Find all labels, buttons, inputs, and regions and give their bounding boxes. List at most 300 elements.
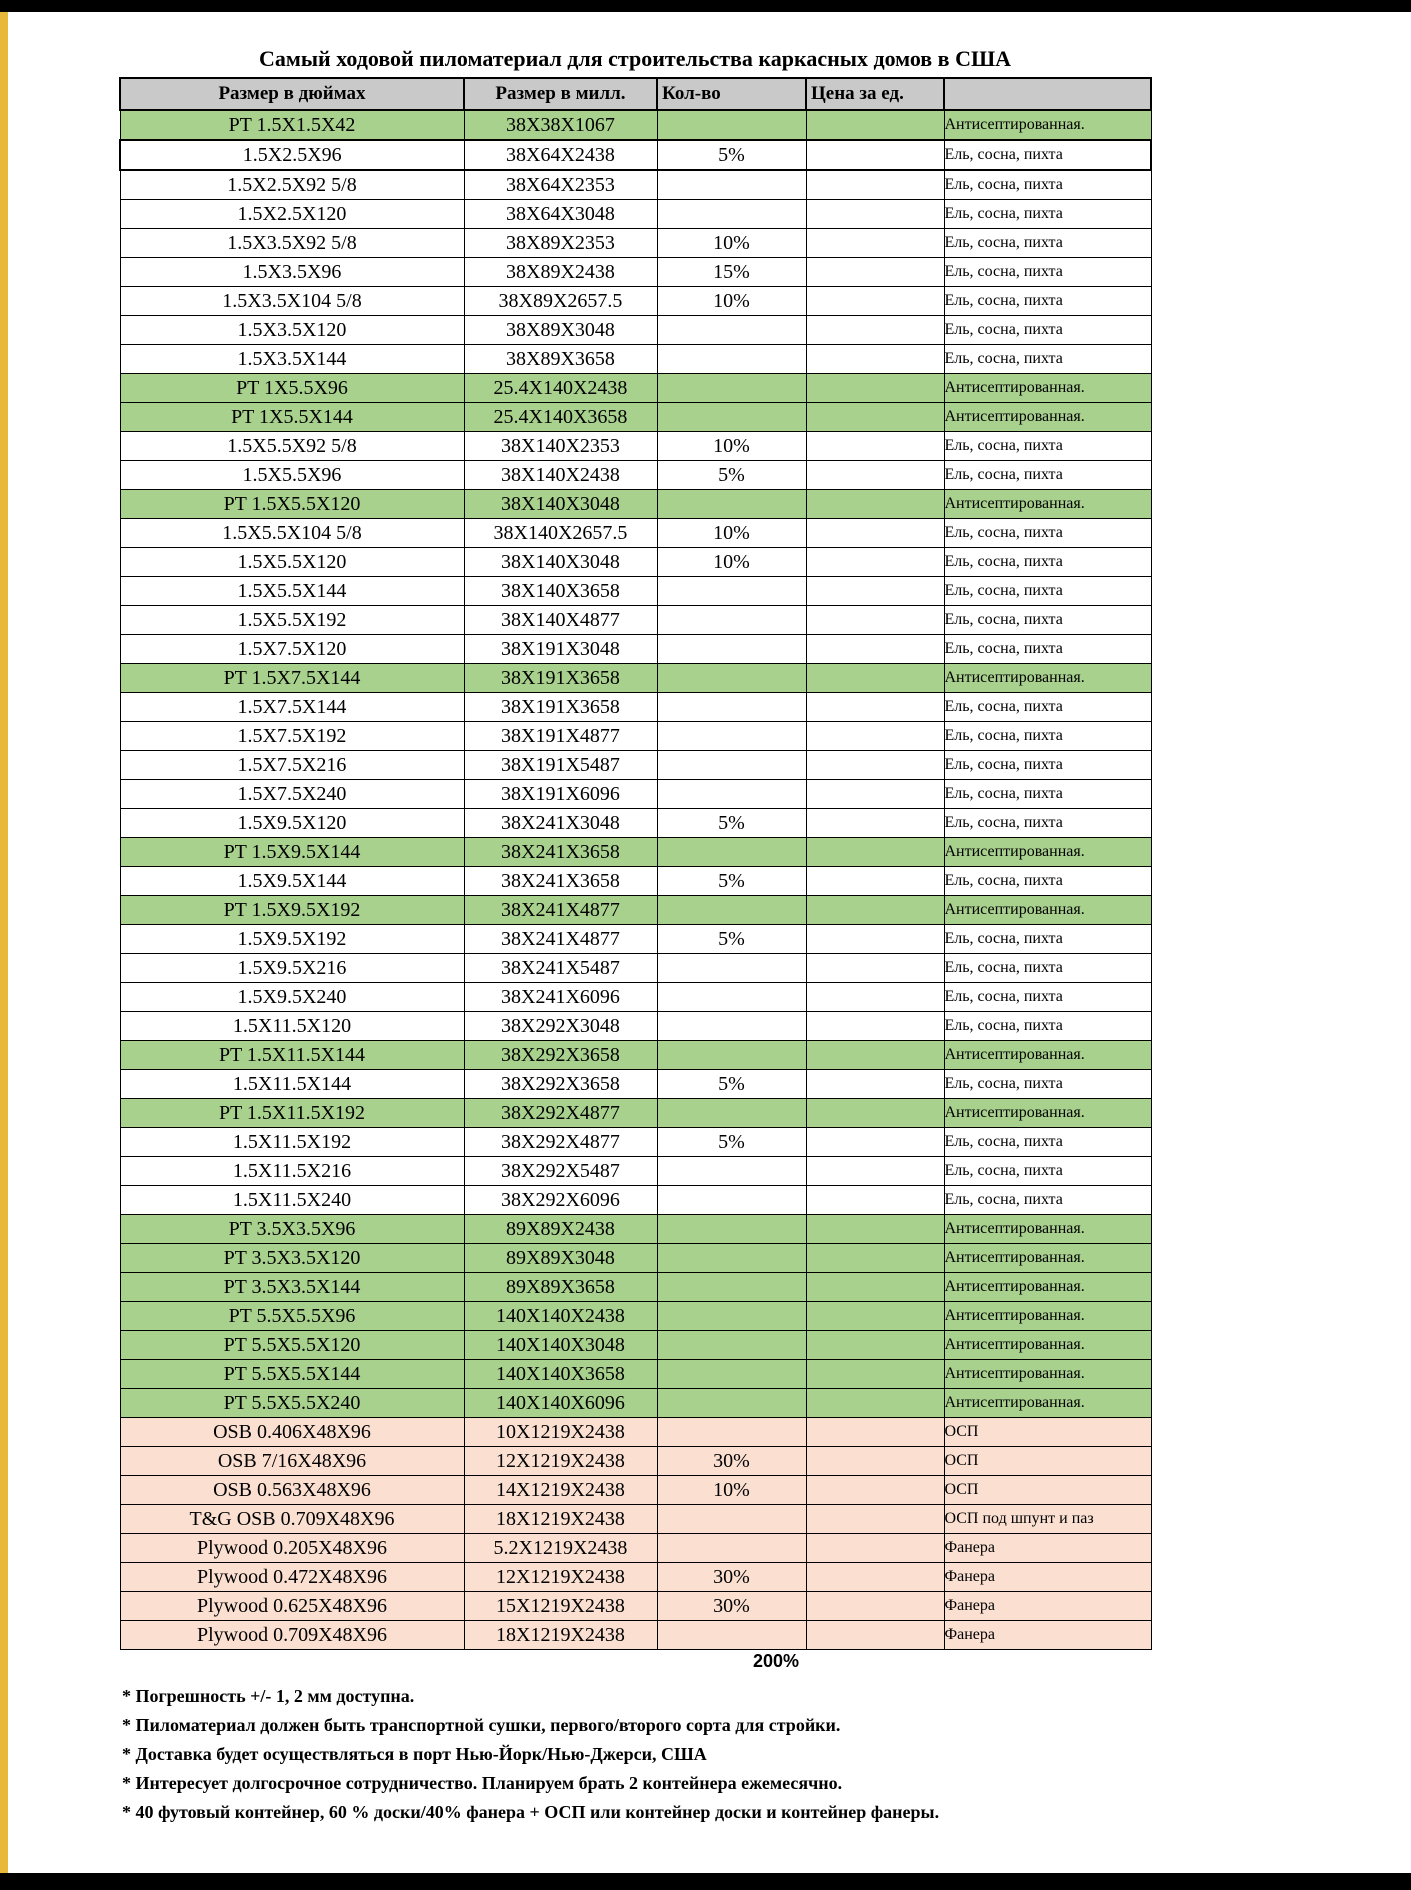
- cell-note: Ель, сосна, пихта: [944, 1157, 1151, 1186]
- cell-size-mm: 38X64X2438: [464, 140, 657, 170]
- cell-size-mm: 38X140X2657.5: [464, 519, 657, 548]
- cell-note: Ель, сосна, пихта: [944, 606, 1151, 635]
- cell-quantity: [657, 896, 806, 925]
- cell-note: Ель, сосна, пихта: [944, 867, 1151, 896]
- cell-quantity: 10%: [657, 548, 806, 577]
- cell-size-inches: Plywood 0.625X48X96: [120, 1592, 464, 1621]
- cell-unit-price: [806, 1505, 944, 1534]
- cell-size-mm: 38X191X3048: [464, 635, 657, 664]
- cell-size-mm: 38X140X3048: [464, 490, 657, 519]
- column-header-quantity: Кол-во: [657, 78, 806, 110]
- cell-unit-price: [806, 751, 944, 780]
- cell-note: Фанера: [944, 1592, 1151, 1621]
- table-row: [120, 1534, 1151, 1563]
- table-row: [120, 780, 1151, 809]
- table-row: [120, 140, 1151, 170]
- cell-quantity: 5%: [657, 140, 806, 170]
- table-row: [120, 954, 1151, 983]
- cell-size-inches: PT 1.5X11.5X144: [120, 1041, 464, 1070]
- cell-unit-price: [806, 1070, 944, 1099]
- cell-unit-price: [806, 374, 944, 403]
- table-row: [120, 1070, 1151, 1099]
- cell-note: Ель, сосна, пихта: [944, 1186, 1151, 1215]
- cell-size-inches: Plywood 0.709X48X96: [120, 1621, 464, 1650]
- cell-quantity: [657, 1012, 806, 1041]
- cell-note: Ель, сосна, пихта: [944, 432, 1151, 461]
- cell-size-mm: 38X292X6096: [464, 1186, 657, 1215]
- table-row: [120, 170, 1151, 200]
- cell-note: Ель, сосна, пихта: [944, 258, 1151, 287]
- page-title: Самый ходовой пиломатериал для строительства каркасных домов в США: [258, 46, 1012, 71]
- cell-size-mm: 38X140X3048: [464, 548, 657, 577]
- cell-note: Фанера: [944, 1563, 1151, 1592]
- cell-size-inches: PT 1.5X11.5X192: [120, 1099, 464, 1128]
- cell-unit-price: [806, 200, 944, 229]
- cell-unit-price: [806, 1186, 944, 1215]
- cell-quantity: [657, 1331, 806, 1360]
- notes-list: [122, 1682, 1222, 1827]
- cell-size-inches: 1.5X2.5X92 5/8: [120, 170, 464, 200]
- cell-note: ОСП: [944, 1418, 1151, 1447]
- table-row: [120, 1186, 1151, 1215]
- cell-unit-price: [806, 229, 944, 258]
- cell-unit-price: [806, 490, 944, 519]
- cell-size-mm: 140X140X2438: [464, 1302, 657, 1331]
- cell-note: Ель, сосна, пихта: [944, 548, 1151, 577]
- cell-unit-price: [806, 1157, 944, 1186]
- cell-note: Ель, сосна, пихта: [944, 287, 1151, 316]
- cell-size-mm: 38X191X5487: [464, 751, 657, 780]
- cell-unit-price: [806, 722, 944, 751]
- cell-size-inches: 1.5X3.5X104 5/8: [120, 287, 464, 316]
- table-row: [120, 403, 1151, 432]
- cell-quantity: [657, 316, 806, 345]
- cell-unit-price: [806, 170, 944, 200]
- cell-note: Ель, сосна, пихта: [944, 751, 1151, 780]
- left-edge-strip: [0, 12, 8, 1873]
- cell-size-mm: 38X191X6096: [464, 780, 657, 809]
- cell-note: Ель, сосна, пихта: [944, 1070, 1151, 1099]
- cell-quantity: [657, 577, 806, 606]
- cell-size-mm: 38X241X5487: [464, 954, 657, 983]
- cell-unit-price: [806, 577, 944, 606]
- cell-size-mm: 25.4X140X3658: [464, 403, 657, 432]
- table-row: [120, 1302, 1151, 1331]
- cell-unit-price: [806, 954, 944, 983]
- cell-unit-price: [806, 606, 944, 635]
- cell-size-mm: 89X89X2438: [464, 1215, 657, 1244]
- cell-quantity: 30%: [657, 1592, 806, 1621]
- cell-unit-price: [806, 1534, 944, 1563]
- cell-unit-price: [806, 432, 944, 461]
- cell-size-mm: 38X140X4877: [464, 606, 657, 635]
- cell-size-inches: 1.5X3.5X92 5/8: [120, 229, 464, 258]
- cell-note: Антисептированная.: [944, 1302, 1151, 1331]
- cell-size-inches: 1.5X11.5X240: [120, 1186, 464, 1215]
- cell-quantity: [657, 110, 806, 140]
- cell-size-inches: PT 5.5X5.5X144: [120, 1360, 464, 1389]
- table-row: [120, 1447, 1151, 1476]
- cell-note: Антисептированная.: [944, 490, 1151, 519]
- cell-size-inches: 1.5X9.5X120: [120, 809, 464, 838]
- cell-quantity: [657, 983, 806, 1012]
- cell-size-mm: 38X292X4877: [464, 1099, 657, 1128]
- cell-size-mm: 38X241X4877: [464, 925, 657, 954]
- cell-size-mm: 38X64X3048: [464, 200, 657, 229]
- cell-size-inches: OSB 0.563X48X96: [120, 1476, 464, 1505]
- cell-unit-price: [806, 110, 944, 140]
- cell-size-inches: Plywood 0.472X48X96: [120, 1563, 464, 1592]
- cell-quantity: 15%: [657, 258, 806, 287]
- cell-quantity: [657, 954, 806, 983]
- cell-size-inches: T&G OSB 0.709X48X96: [120, 1505, 464, 1534]
- cell-size-mm: 38X140X2438: [464, 461, 657, 490]
- cell-size-mm: 38X292X3658: [464, 1070, 657, 1099]
- table-row: [120, 722, 1151, 751]
- table-row: [120, 316, 1151, 345]
- table-row: [120, 1012, 1151, 1041]
- cell-quantity: [657, 1621, 806, 1650]
- cell-size-mm: 140X140X3658: [464, 1360, 657, 1389]
- table-row: [120, 374, 1151, 403]
- cell-quantity: 10%: [657, 519, 806, 548]
- cell-size-mm: 38X191X3658: [464, 664, 657, 693]
- cell-quantity: [657, 1215, 806, 1244]
- cell-size-mm: 38X241X3048: [464, 809, 657, 838]
- cell-quantity: [657, 635, 806, 664]
- table-row: [120, 229, 1151, 258]
- cell-size-mm: 38X140X3658: [464, 577, 657, 606]
- cell-note: Антисептированная.: [944, 1041, 1151, 1070]
- quantity-total: 200%: [752, 1651, 800, 1671]
- cell-size-inches: 1.5X11.5X120: [120, 1012, 464, 1041]
- table-row: [120, 519, 1151, 548]
- cell-size-mm: 18X1219X2438: [464, 1621, 657, 1650]
- cell-quantity: 5%: [657, 809, 806, 838]
- cell-quantity: [657, 1389, 806, 1418]
- cell-size-inches: PT 3.5X3.5X144: [120, 1273, 464, 1302]
- cell-size-inches: PT 1.5X9.5X144: [120, 838, 464, 867]
- cell-unit-price: [806, 1592, 944, 1621]
- table-row: [120, 635, 1151, 664]
- cell-quantity: 10%: [657, 287, 806, 316]
- table-row: [120, 345, 1151, 374]
- cell-quantity: [657, 1244, 806, 1273]
- table-row: [120, 693, 1151, 722]
- cell-note: Антисептированная.: [944, 1244, 1151, 1273]
- cell-size-inches: 1.5X7.5X216: [120, 751, 464, 780]
- cell-quantity: 10%: [657, 229, 806, 258]
- cell-size-mm: 38X292X3048: [464, 1012, 657, 1041]
- column-header-unit-price: Цена за ед.: [806, 78, 944, 110]
- cell-quantity: 5%: [657, 925, 806, 954]
- cell-size-inches: 1.5X2.5X96: [120, 140, 464, 170]
- cell-note: Антисептированная.: [944, 838, 1151, 867]
- cell-note: Ель, сосна, пихта: [944, 170, 1151, 200]
- table-row: [120, 258, 1151, 287]
- cell-note: Ель, сосна, пихта: [944, 140, 1151, 170]
- cell-unit-price: [806, 1360, 944, 1389]
- cell-quantity: 5%: [657, 1128, 806, 1157]
- cell-note: Фанера: [944, 1621, 1151, 1650]
- cell-quantity: [657, 751, 806, 780]
- cell-unit-price: [806, 1099, 944, 1128]
- cell-size-mm: 38X64X2353: [464, 170, 657, 200]
- cell-size-inches: PT 5.5X5.5X96: [120, 1302, 464, 1331]
- table-row: [120, 1128, 1151, 1157]
- cell-quantity: [657, 664, 806, 693]
- cell-note: Антисептированная.: [944, 1360, 1151, 1389]
- cell-quantity: 30%: [657, 1563, 806, 1592]
- cell-size-inches: 1.5X9.5X192: [120, 925, 464, 954]
- cell-unit-price: [806, 258, 944, 287]
- cell-size-mm: 38X292X4877: [464, 1128, 657, 1157]
- cell-unit-price: [806, 287, 944, 316]
- cell-note: Ель, сосна, пихта: [944, 577, 1151, 606]
- table-row: [120, 664, 1151, 693]
- cell-note: ОСП под шпунт и паз: [944, 1505, 1151, 1534]
- cell-note: Антисептированная.: [944, 1215, 1151, 1244]
- cell-size-inches: Plywood 0.205X48X96: [120, 1534, 464, 1563]
- table-row: [120, 1273, 1151, 1302]
- cell-size-inches: 1.5X5.5X192: [120, 606, 464, 635]
- table-row: [120, 809, 1151, 838]
- cell-size-inches: PT 1.5X5.5X120: [120, 490, 464, 519]
- cell-size-inches: 1.5X9.5X216: [120, 954, 464, 983]
- cell-size-inches: PT 1X5.5X96: [120, 374, 464, 403]
- table-row: [120, 490, 1151, 519]
- cell-size-inches: PT 3.5X3.5X96: [120, 1215, 464, 1244]
- cell-size-mm: 38X89X2353: [464, 229, 657, 258]
- cell-quantity: 10%: [657, 432, 806, 461]
- table-row: [120, 896, 1151, 925]
- cell-unit-price: [806, 345, 944, 374]
- cell-size-mm: 38X241X4877: [464, 896, 657, 925]
- cell-size-inches: OSB 0.406X48X96: [120, 1418, 464, 1447]
- cell-size-mm: 38X292X3658: [464, 1041, 657, 1070]
- cell-quantity: 5%: [657, 867, 806, 896]
- cell-unit-price: [806, 867, 944, 896]
- cell-note: Ель, сосна, пихта: [944, 316, 1151, 345]
- table-body: [120, 110, 1151, 1650]
- table-row: [120, 751, 1151, 780]
- cell-size-inches: 1.5X11.5X192: [120, 1128, 464, 1157]
- table-row: [120, 606, 1151, 635]
- cell-unit-price: [806, 140, 944, 170]
- cell-note: Ель, сосна, пихта: [944, 635, 1151, 664]
- cell-size-mm: 38X89X2438: [464, 258, 657, 287]
- cell-note: Ель, сосна, пихта: [944, 809, 1151, 838]
- cell-size-inches: 1.5X5.5X120: [120, 548, 464, 577]
- cell-size-inches: 1.5X7.5X144: [120, 693, 464, 722]
- cell-size-inches: PT 1.5X9.5X192: [120, 896, 464, 925]
- cell-size-inches: PT 3.5X3.5X120: [120, 1244, 464, 1273]
- cell-size-inches: PT 1.5X7.5X144: [120, 664, 464, 693]
- cell-size-inches: 1.5X2.5X120: [120, 200, 464, 229]
- table-header-row: [120, 78, 1151, 110]
- table-row: [120, 1331, 1151, 1360]
- cell-quantity: [657, 722, 806, 751]
- cell-quantity: [657, 1418, 806, 1447]
- cell-size-inches: OSB 7/16X48X96: [120, 1447, 464, 1476]
- cell-quantity: [657, 170, 806, 200]
- cell-quantity: [657, 345, 806, 374]
- cell-size-mm: 15X1219X2438: [464, 1592, 657, 1621]
- cell-size-mm: 14X1219X2438: [464, 1476, 657, 1505]
- cell-size-mm: 38X241X3658: [464, 867, 657, 896]
- cell-quantity: 5%: [657, 1070, 806, 1099]
- cell-quantity: [657, 780, 806, 809]
- cell-size-inches: 1.5X7.5X192: [120, 722, 464, 751]
- table-row: [120, 983, 1151, 1012]
- cell-note: Антисептированная.: [944, 896, 1151, 925]
- cell-size-mm: 38X140X2353: [464, 432, 657, 461]
- cell-quantity: [657, 1360, 806, 1389]
- cell-note: Ель, сосна, пихта: [944, 693, 1151, 722]
- cell-unit-price: [806, 1476, 944, 1505]
- cell-quantity: [657, 1302, 806, 1331]
- cell-note: Антисептированная.: [944, 1099, 1151, 1128]
- table-row: [120, 1389, 1151, 1418]
- cell-unit-price: [806, 809, 944, 838]
- table-row: [120, 1476, 1151, 1505]
- cell-size-mm: 140X140X3048: [464, 1331, 657, 1360]
- cell-unit-price: [806, 693, 944, 722]
- table-row: [120, 1360, 1151, 1389]
- table-row: [120, 432, 1151, 461]
- cell-size-mm: 89X89X3658: [464, 1273, 657, 1302]
- cell-note: Ель, сосна, пихта: [944, 200, 1151, 229]
- cell-unit-price: [806, 1563, 944, 1592]
- cell-quantity: [657, 606, 806, 635]
- cell-unit-price: [806, 1128, 944, 1157]
- table-row: [120, 1157, 1151, 1186]
- cell-quantity: [657, 1157, 806, 1186]
- table-row: [120, 1041, 1151, 1070]
- cell-note: Ель, сосна, пихта: [944, 461, 1151, 490]
- cell-size-inches: 1.5X3.5X96: [120, 258, 464, 287]
- cell-quantity: [657, 403, 806, 432]
- cell-size-mm: 12X1219X2438: [464, 1447, 657, 1476]
- cell-size-inches: 1.5X9.5X240: [120, 983, 464, 1012]
- cell-note: ОСП: [944, 1447, 1151, 1476]
- cell-unit-price: [806, 983, 944, 1012]
- cell-size-mm: 140X140X6096: [464, 1389, 657, 1418]
- cell-size-inches: 1.5X9.5X144: [120, 867, 464, 896]
- cell-note: Антисептированная.: [944, 1331, 1151, 1360]
- table-row: [120, 287, 1151, 316]
- cell-size-inches: 1.5X3.5X144: [120, 345, 464, 374]
- cell-unit-price: [806, 1447, 944, 1476]
- cell-size-inches: 1.5X3.5X120: [120, 316, 464, 345]
- cell-unit-price: [806, 403, 944, 432]
- cell-quantity: [657, 693, 806, 722]
- cell-size-inches: 1.5X11.5X144: [120, 1070, 464, 1099]
- table-row: [120, 577, 1151, 606]
- cell-size-inches: 1.5X5.5X96: [120, 461, 464, 490]
- cell-size-mm: 12X1219X2438: [464, 1563, 657, 1592]
- cell-size-mm: 38X191X4877: [464, 722, 657, 751]
- cell-size-inches: PT 1X5.5X144: [120, 403, 464, 432]
- cell-quantity: [657, 1186, 806, 1215]
- cell-note: Антисептированная.: [944, 664, 1151, 693]
- table-row: [120, 200, 1151, 229]
- cell-unit-price: [806, 1041, 944, 1070]
- table-row: [120, 548, 1151, 577]
- note-item: * Доставка будет осуществляться в порт Нью-Йорк/Нью-Джерси, США: [122, 1744, 707, 1764]
- table-row: [120, 1621, 1151, 1650]
- lumber-table: [119, 77, 1152, 1650]
- table-row: [120, 1215, 1151, 1244]
- cell-unit-price: [806, 1418, 944, 1447]
- cell-unit-price: [806, 1273, 944, 1302]
- cell-size-mm: 38X89X3048: [464, 316, 657, 345]
- cell-note: Антисептированная.: [944, 374, 1151, 403]
- cell-unit-price: [806, 925, 944, 954]
- cell-quantity: [657, 490, 806, 519]
- cell-quantity: 5%: [657, 461, 806, 490]
- cell-quantity: [657, 374, 806, 403]
- note-item: * Погрешность +/- 1, 2 мм доступна.: [122, 1686, 415, 1706]
- cell-note: Ель, сосна, пихта: [944, 345, 1151, 374]
- table-row: [120, 1418, 1151, 1447]
- cell-size-inches: 1.5X5.5X92 5/8: [120, 432, 464, 461]
- cell-size-inches: 1.5X5.5X144: [120, 577, 464, 606]
- cell-size-mm: 89X89X3048: [464, 1244, 657, 1273]
- cell-note: Антисептированная.: [944, 403, 1151, 432]
- cell-size-inches: 1.5X11.5X216: [120, 1157, 464, 1186]
- column-header-mm: Размер в милл.: [464, 78, 657, 110]
- cell-quantity: [657, 1273, 806, 1302]
- cell-note: Ель, сосна, пихта: [944, 229, 1151, 258]
- table-row: [120, 1244, 1151, 1273]
- cell-quantity: [657, 1505, 806, 1534]
- cell-unit-price: [806, 1302, 944, 1331]
- cell-quantity: [657, 1099, 806, 1128]
- cell-unit-price: [806, 519, 944, 548]
- cell-size-mm: 38X191X3658: [464, 693, 657, 722]
- cell-size-mm: 38X241X3658: [464, 838, 657, 867]
- cell-note: Ель, сосна, пихта: [944, 954, 1151, 983]
- cell-quantity: 10%: [657, 1476, 806, 1505]
- cell-size-mm: 38X89X3658: [464, 345, 657, 374]
- cell-unit-price: [806, 1621, 944, 1650]
- cell-note: Ель, сосна, пихта: [944, 722, 1151, 751]
- cell-note: Антисептированная.: [944, 1273, 1151, 1302]
- cell-unit-price: [806, 548, 944, 577]
- cell-unit-price: [806, 664, 944, 693]
- table-row: [120, 838, 1151, 867]
- cell-unit-price: [806, 780, 944, 809]
- cell-quantity: 30%: [657, 1447, 806, 1476]
- cell-quantity: [657, 838, 806, 867]
- top-border-bar: [0, 0, 1411, 12]
- cell-note: Ель, сосна, пихта: [944, 780, 1151, 809]
- cell-size-mm: 38X89X2657.5: [464, 287, 657, 316]
- cell-note: Ель, сосна, пихта: [944, 925, 1151, 954]
- cell-size-inches: 1.5X7.5X240: [120, 780, 464, 809]
- cell-size-mm: 38X241X6096: [464, 983, 657, 1012]
- note-item: * Пиломатериал должен быть транспортной сушки, первого/второго сорта для стройки.: [122, 1715, 841, 1735]
- cell-unit-price: [806, 896, 944, 925]
- cell-size-mm: 18X1219X2438: [464, 1505, 657, 1534]
- cell-size-mm: 10X1219X2438: [464, 1418, 657, 1447]
- cell-unit-price: [806, 635, 944, 664]
- bottom-border-bar: [0, 1873, 1411, 1890]
- cell-unit-price: [806, 1215, 944, 1244]
- cell-unit-price: [806, 1012, 944, 1041]
- note-item: * 40 футовый контейнер, 60 % доски/40% фанера + ОСП или контейнер доски и контейнер фанеры.: [122, 1802, 940, 1822]
